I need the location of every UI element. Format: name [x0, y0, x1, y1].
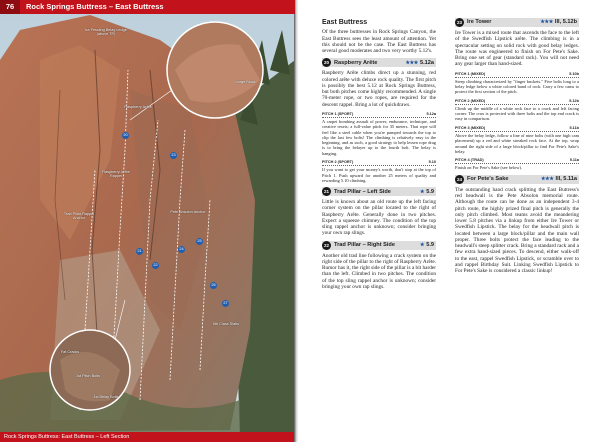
route-name: Trad Pillar – Right Side	[334, 242, 395, 249]
route-grade: III, 5.12b	[554, 19, 577, 26]
star-rating-icon: ★★★	[540, 176, 554, 183]
route-marker: 26	[211, 283, 216, 287]
route-grade: 5.9	[426, 242, 434, 249]
route-grade: 5.12a	[420, 59, 434, 66]
route-heading	[322, 58, 436, 67]
pitch-description: Above the belay ledge, follow a line of nine bolts (with one high cam placement) up a red and white streaked rock face. At the top, wrap around the right side of a large block/pillar to find For Pete's Sake's belay.	[455, 133, 579, 154]
text-column-left	[322, 18, 436, 293]
route-heading	[322, 241, 436, 250]
section-intro: Of the three buttresses in Rock Springs Canyon, the East Buttress sees the least amount of attention. Yet this should not be the case. The East Buttress has several good moderates and two very worthy 5.12's.	[322, 29, 436, 54]
photo-label: Raspberry Arête	[124, 105, 152, 109]
route-number-badge: 21	[323, 189, 329, 195]
photo-label: Large Block	[235, 80, 256, 84]
route-name: Raspberry Arête	[334, 59, 378, 66]
photo-label: Fat Cracks	[60, 350, 80, 354]
route-marker: 20	[123, 133, 128, 137]
route-number-badge: 23	[456, 20, 462, 25]
pitch-description: A carpet bombing assault of power, endurance, technique, and creative resets; a full-value pitch for 35 meters. That rope will feel like a steel cable when you're pumped towards the top to clip the last few bolts! The climbing is relatively easy in the beginning, and as such, a good strategy to help lessen rope drag is to bring the belayer up to the fourth bolt. The belay is hanging.	[322, 119, 436, 156]
route-name: For Pete's Sake	[467, 176, 509, 183]
route-heading	[455, 18, 579, 27]
route-heading	[455, 175, 579, 184]
pitch-description: If you want to get your money's worth, don't stop at the top of Pitch 1. Push upward for another 25 meters of quality and rewarding 5.10 climbing.	[322, 167, 436, 183]
pitch-label: PITCH 2 (MIXED)	[455, 98, 486, 103]
route-name: Ire Tower	[467, 19, 492, 26]
left-page-number: 76	[0, 0, 20, 14]
star-rating-icon: ★★★	[540, 19, 553, 26]
route-description: The outstanding hand crack splitting the East Buttress's red headwall is the Pete Absolon memorial route. Although the route can be done as an independent 3-4 pitch route, the highly prized final pitch is generally the only pitch climbed. Most teams avoid the meandering lower 5.8 pitches via a linkup from either Ire Tower or Swedfish Lipstick. The belay for the headwall pitch is located between a large block/pillar and the main wall proper. Three bolts protect the face leading to the headwall's steep splitter crack. Bring a standard rack and a few extra hand-sized pieces. To descend, either walk-off to the east, rappel Swedfish Lipstick, or scramble over to and rappel Birthday Suit. Linking Swedfish Lipstick to For Pete's Sake is considered a classic linkup!	[455, 186, 579, 275]
route-number-badge: 22	[323, 242, 329, 248]
route-description: Another old trad line following a crack system on the right side of the pillar to the right of Raspberry Arête. Rumor has it, the right side of the pillar is a bit harder than the left. Climbed in two pitches. The condition of the top sling rappel anchor is unknown; consider bringing your own rap slings.	[322, 252, 437, 290]
pitch-grade: 5.10	[428, 160, 436, 165]
route-description: Raspberry Arête climbs direct up a stunning, red colored arête with deluxe rock quality. The first pitch is possibly the best 5.12 at Rock Springs Buttress, but both pitches come highly recommended. A single 70-meter rope, or two ropes, are required for the descent rappel. Bring a lot of quickdraws.	[322, 70, 436, 108]
pitch-label: PITCH 3 (MIXED)	[455, 125, 486, 130]
photo-label: 5th Class Slabs	[212, 322, 240, 326]
route-number-badge: 20	[323, 60, 329, 66]
pitch-description: Climb up the middle of a white rock face to a crack and left facing corner. The crux is protected with three bolts and the top end crack is easy in comparison.	[455, 105, 579, 122]
pitch-label: PITCH 2 (SPORT)	[322, 160, 354, 165]
pitch-label: PITCH 1 (SPORT)	[322, 111, 354, 116]
pitch-heading	[455, 98, 579, 105]
route-marker: 22	[153, 263, 158, 267]
star-rating-icon: ★	[420, 242, 425, 249]
photo-label: Pete Absolon Anchor	[170, 210, 206, 214]
route-heading	[322, 187, 436, 196]
photo-label: Ira Fessling Belay Ledge (above TP)	[85, 28, 127, 37]
route-marker: 24	[179, 247, 184, 251]
pitch-grade: 5.11a	[569, 158, 579, 163]
route-grade: III, 5.11a	[555, 176, 577, 183]
route-grade: 5.9	[426, 188, 434, 195]
photo-label: Raspberry Arête Rappel	[102, 170, 130, 179]
route-marker: 23	[171, 153, 176, 157]
pitch-description: Finish on For Pete's Sake (see below).	[455, 165, 523, 171]
pitch-grade: 5.12b	[569, 98, 579, 103]
pitch-grade: 5.12a	[426, 111, 436, 116]
route-description: Ire Tower is a mixed route that ascends the face to the left of the Swedfish Lipstick arête. The climbing is in a spectacular setting on solid rock with good belay ledges. The route was engineered to finish on For Pete's Sake. Bring one set of gear (standard rack). You will not need any gear larger than hand-sized.	[455, 30, 579, 68]
photo-label: Trad Pillar Rappel Anchor	[63, 212, 95, 221]
pitch-heading	[322, 159, 436, 166]
route-marker: 21	[137, 249, 142, 253]
pitch-heading	[322, 111, 436, 118]
pitch-grade: 5.11b	[569, 125, 579, 130]
pitch-description: Steep climbing characterized by "finger buckets." Five bolts long to a belay ledge below a white colored band of rock. Carry a few cams to protect the first section of the pitch.	[455, 78, 579, 95]
route-number-badge: 24	[456, 176, 462, 182]
left-running-head-text: Rock Springs Buttress – East Buttress	[26, 2, 164, 11]
star-rating-icon: ★	[420, 188, 425, 195]
photo-label: 1st Belay Bolts	[93, 395, 119, 399]
photo-label: 1st Pitch Bolts	[75, 374, 101, 378]
text-column-right	[455, 18, 579, 277]
pitch-heading	[455, 71, 579, 78]
route-description: Little is known about an old route up the left facing corner system on the pillar located to the right of Raspberry Arête. Generally done in two pitches. Expect a squeeze chimney. The condition of the top sling rappel anchor is unknown; consider bringing your own rap slings.	[322, 199, 436, 237]
route-marker: 27	[223, 301, 228, 305]
pitch-label: PITCH 1 (MIXED)	[455, 71, 486, 76]
pitch-heading	[455, 125, 579, 132]
route-name: Trad Pillar – Left Side	[334, 188, 391, 195]
pitch-label: PITCH 4 (TRAD)	[455, 158, 484, 163]
photo-caption: Rock Springs Buttress: East Buttress – Left Section	[0, 432, 295, 442]
star-rating-icon: ★★★	[405, 59, 418, 66]
route-marker: 25	[197, 239, 202, 243]
pitch-heading	[455, 157, 579, 164]
section-title: East Buttress	[322, 19, 368, 26]
left-running-header	[0, 0, 295, 14]
pitch-grade: 5.10b	[569, 71, 579, 76]
